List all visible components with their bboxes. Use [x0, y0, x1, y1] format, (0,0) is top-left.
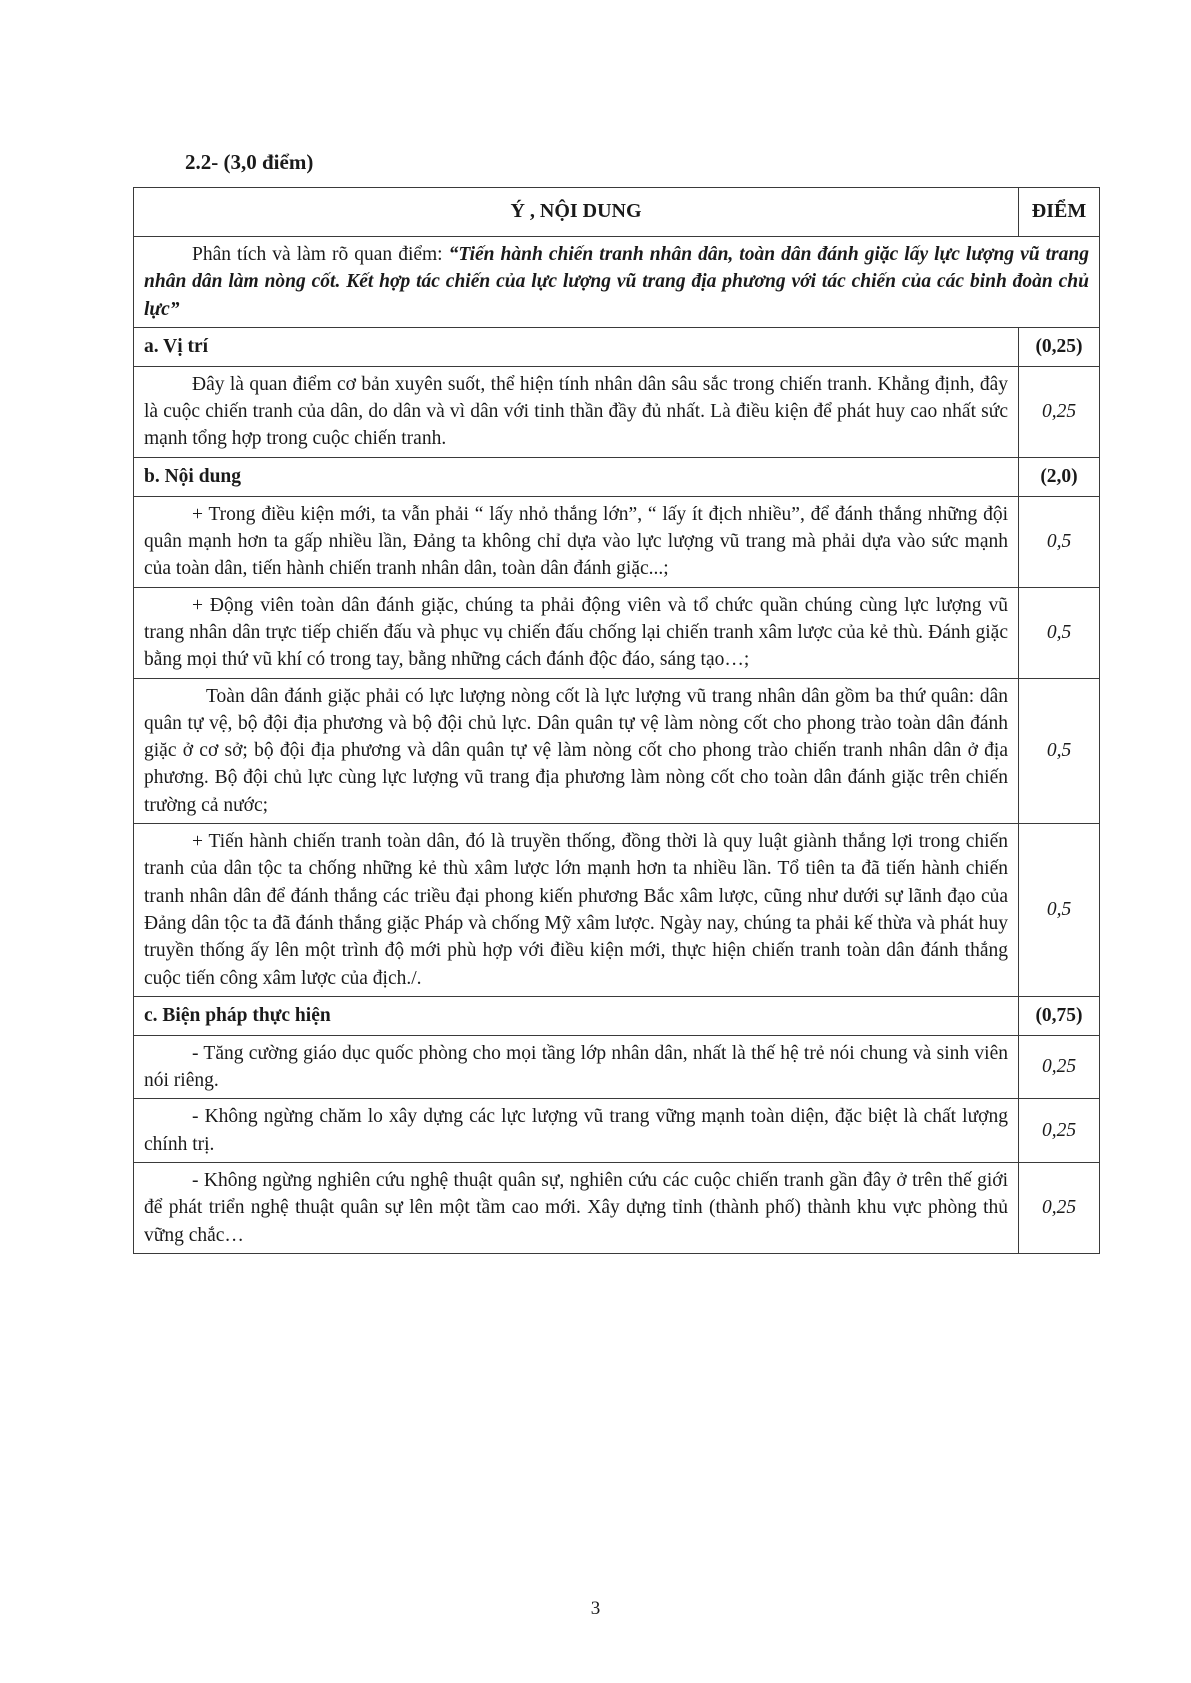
content-cell: [134, 587, 1019, 678]
content-row: [134, 678, 1100, 823]
section-score: (2,0): [1019, 457, 1100, 496]
section-title: b. Nội dung: [134, 457, 1019, 496]
content-text: - Không ngừng nghiên cứu nghệ thuật quân sự, nghiên cứu các cuộc chiến tranh gần đây ở trên thế giới để phát triển nghệ thuật quân sự lên một tầm cao mới. Xây dựng tỉnh (thành phố) thành khu vực phòng thủ vững chắc…: [144, 1170, 1008, 1246]
section-row-noi-dung: [134, 457, 1100, 496]
row-score: 0,25: [1019, 366, 1100, 457]
row-score: 0,5: [1019, 496, 1100, 587]
content-cell: [134, 678, 1019, 823]
intro-prefix: Phân tích và làm rõ quan điểm:: [192, 244, 449, 265]
section-title: a. Vị trí: [134, 327, 1019, 366]
content-cell: [134, 1099, 1019, 1163]
content-text: - Không ngừng chăm lo xây dựng các lực lượng vũ trang vững mạnh toàn diện, đặc biệt là chất lượng chính trị.: [144, 1106, 1008, 1155]
content-text: - Tăng cường giáo dục quốc phòng cho mọi tầng lớp nhân dân, nhất là thế hệ trẻ nói chung và sinh viên nói riêng.: [144, 1042, 1008, 1092]
intro-row: [134, 237, 1100, 328]
content-row: [134, 366, 1100, 457]
row-score: 0,5: [1019, 678, 1100, 823]
column-header-score: ĐIỂM: [1019, 188, 1100, 237]
content-row: [134, 587, 1100, 678]
intro-text: [144, 241, 1089, 323]
content-text: Đây là quan điểm cơ bản xuyên suốt, thể hiện tính nhân dân sâu sắc trong chiến tranh. Khẳng định, đây là cuộc chiến tranh của dân, do dân và vì dân với tinh thần đầy đủ nhất. Là điều kiện để phát huy cao nhất sức mạnh tổng hợp trong cuộc chiến tranh.: [144, 373, 1008, 450]
row-score: 0,5: [1019, 824, 1100, 997]
content-text: + Động viên toàn dân đánh giặc, chúng ta phải động viên và tổ chức quần chúng cùng lực lượng vũ trang nhân dân trực tiếp chiến đấu và phục vụ chiến đấu chống lại chiến tranh xâm lược của kẻ thù. Đánh giặc bằng mọi thứ vũ khí có trong tay, bằng những cách đánh độc đáo, sáng tạo…;: [144, 594, 1008, 671]
content-row: [134, 1035, 1100, 1099]
content-row: [134, 1163, 1100, 1254]
section-row-vi-tri: [134, 327, 1100, 366]
content-text: + Tiến hành chiến tranh toàn dân, đó là truyền thống, đồng thời là quy luật giành thắng lợi trong chiến tranh của dân tộc ta chống những kẻ thù xâm lược lớn mạnh hơn ta nhiều lần. Tổ tiên ta đã tiến hành chiến tranh nhân dân để đánh thắng các triều đại phong kiến phương Bắc xâm lược, cũng như dưới sự lãnh đạo của Đảng dân tộc ta đã đánh thắng giặc Pháp và chống Mỹ xâm lược. Ngày nay, chúng ta phải kế thừa và phát huy truyền thống ấy lên một trình độ mới phù hợp với điều kiện mới, thực hiện chiến tranh toàn dân đánh thắng cuộc tiến công xâm lược của địch./.: [144, 831, 1008, 989]
content-cell: [134, 1163, 1019, 1254]
row-score: 0,25: [1019, 1099, 1100, 1163]
page-number: 3: [590, 1598, 601, 1619]
section-score: (0,75): [1019, 996, 1100, 1035]
content-cell: [134, 824, 1019, 997]
table-header-row: [134, 188, 1100, 237]
content-cell: [134, 1035, 1019, 1099]
content-cell: [134, 366, 1019, 457]
content-text: + Trong điều kiện mới, ta vẫn phải “ lấy nhỏ thắng lớn”, “ lấy ít địch nhiều”, để đánh thắng những đội quân mạnh hơn ta gấp nhiều lần, Đảng ta không chỉ dựa vào lực lượng vũ trang mà phải dựa vào sức mạnh của toàn dân, tiến hành chiến tranh nhân dân, toàn dân đánh giặc...;: [144, 503, 1008, 580]
content-cell: [134, 496, 1019, 587]
section-row-bien-phap: [134, 996, 1100, 1035]
content-row: [134, 496, 1100, 587]
section-title: c. Biện pháp thực hiện: [134, 996, 1019, 1035]
row-score: 0,25: [1019, 1035, 1100, 1099]
grading-table: [133, 187, 1100, 1254]
column-header-content: Ý , NỘI DUNG: [134, 188, 1019, 237]
content-text: Toàn dân đánh giặc phải có lực lượng nòng cốt là lực lượng vũ trang nhân dân gồm ba thứ quân: dân quân tự vệ, bộ đội địa phương và bộ đội chủ lực. Dân quân tự vệ làm nòng cốt cho phong trào toàn dân đánh giặc ở cơ sở; bộ đội địa phương và dân quân tự vệ làm nòng cốt cho phong trào chiến tranh nhân dân ở địa phương. Bộ đội chủ lực cùng lực lượng vũ trang địa phương làm nòng cốt cho toàn dân đánh giặc trên chiến trường cả nước;: [144, 685, 1008, 816]
intro-cell: [134, 237, 1100, 328]
content-row: [134, 1099, 1100, 1163]
intro-quote: “Tiến hành chiến tranh nhân dân, toàn dân đánh giặc lấy lực lượng vũ trang nhân dân làm nòng cốt. Kết hợp tác chiến của lực lượng vũ trang địa phương với tác chiến của các binh đoàn chủ lực”: [144, 244, 1089, 320]
row-score: 0,5: [1019, 587, 1100, 678]
row-score: 0,25: [1019, 1163, 1100, 1254]
section-score: (0,25): [1019, 327, 1100, 366]
content-row: [134, 824, 1100, 997]
section-heading: 2.2- (3,0 điểm): [185, 150, 314, 174]
